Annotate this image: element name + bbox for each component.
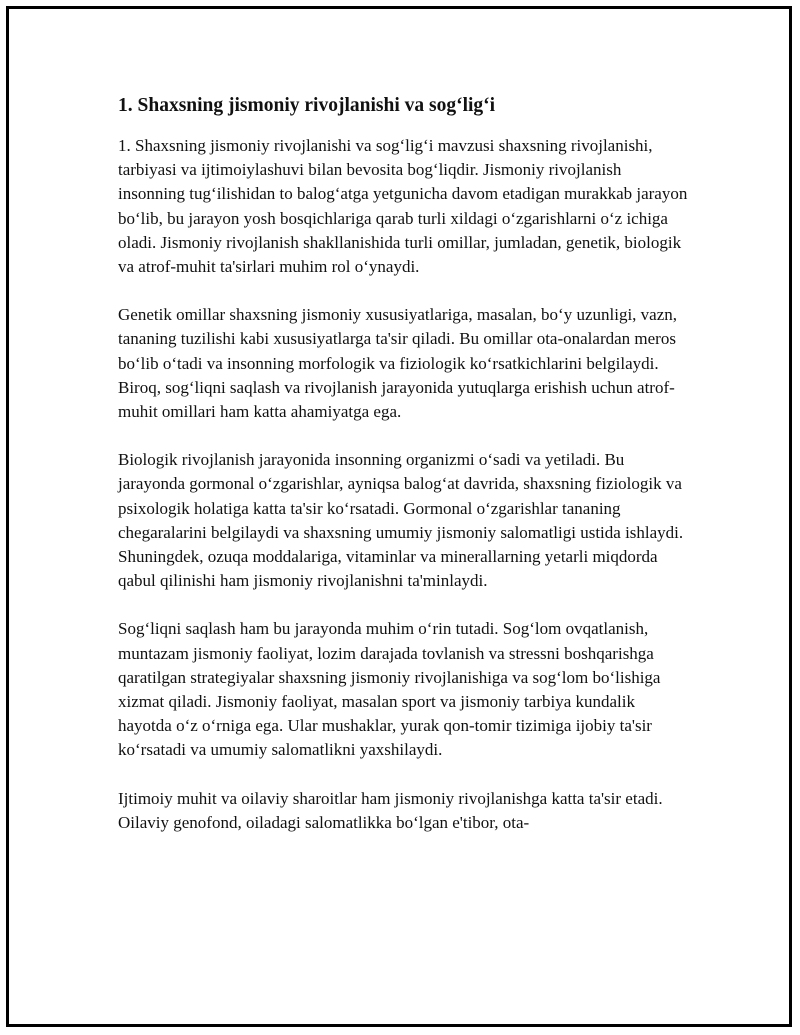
paragraph-4: Sog‘liqni saqlash ham bu jarayonda muhim o‘rin tutadi. Sog‘lom ovqatlanish, muntazam jismoniy faoliyat, lozim darajada tovlanish va stressni boshqarishga qaratilgan strategiyalar shaxsning jismoniy rivojlanishiga va sog‘lom bo‘lishiga xizmat qiladi. Jismoniy faoliyat, masalan sport va jismoniy tarbiya kundalik hayotda o‘z o‘rniga ega. Ular mushaklar, yurak qon-tomir tizimiga ijobiy ta'sir ko‘rsatadi va umumiy salomatlikni yaxshilaydi.: [118, 619, 661, 760]
paragraph-2: Genetik omillar shaxsning jismoniy xususiyatlariga, masalan, bo‘y uzunligi, vazn, tananing tuzilishi kabi xususiyatlarga ta'sir qiladi. Bu omillar ota-onalardan meros bo‘lib o‘tadi va insonning morfologik va fiziologik ko‘rsatkichlarini belgilaydi. Biroq, sog‘liqni saqlash va rivojlanish jarayonida yutuqlarga erishish uchun atrof-muhit omillari ham katta ahamiyatga ega.: [118, 305, 678, 422]
document-heading: 1. Shaxsning jismoniy rivojlanishi va sog‘lig‘i: [118, 95, 496, 116]
paragraph-1: 1. Shaxsning jismoniy rivojlanishi va sog‘lig‘i mavzusi shaxsning rivojlanishi, tarbiyasi va ijtimoiylashuvi bilan bevosita bog‘liqdir. Jismoniy rivojlanish insonning tug‘ilishidan to balog‘atga yetgunicha davom etadigan murakkab jarayon bo‘lib, bu jarayon yosh bosqichlariga qarab turli xildagi o‘zgarishlarni o‘z ichiga oladi. Jismoniy rivojlanish shakllanishida turli omillar, jumladan, genetik, biologik va atrof-muhit ta'sirlari muhim rol o‘ynaydi.: [118, 136, 688, 277]
paragraph-5: Ijtimoiy muhit va oilaviy sharoitlar ham jismoniy rivojlanishga katta ta'sir etadi. Oilaviy genofond, oiladagi salomatlikka bo‘lgan e'tibor, ota-: [118, 788, 663, 832]
document-body: [118, 92, 688, 859]
paragraph-3: Biologik rivojlanish jarayonida insonning organizmi o‘sadi va yetiladi. Bu jarayonda gormonal o‘zgarishlar, ayniqsa balog‘at davrida, shaxsning fiziologik va psixologik holatiga katta ta'sir ko‘rsatadi. Gormonal o‘zgarishlar tananing chegaralarini belgilaydi va shaxsning umumiy jismoniy salomatligi ustida ishlaydi. Shuningdek, ozuqa moddalariga, vitaminlar va minerallarning yetarli miqdorda qabul qilinishi ham jismoniy rivojlanishni ta'minlaydi.: [118, 450, 684, 591]
